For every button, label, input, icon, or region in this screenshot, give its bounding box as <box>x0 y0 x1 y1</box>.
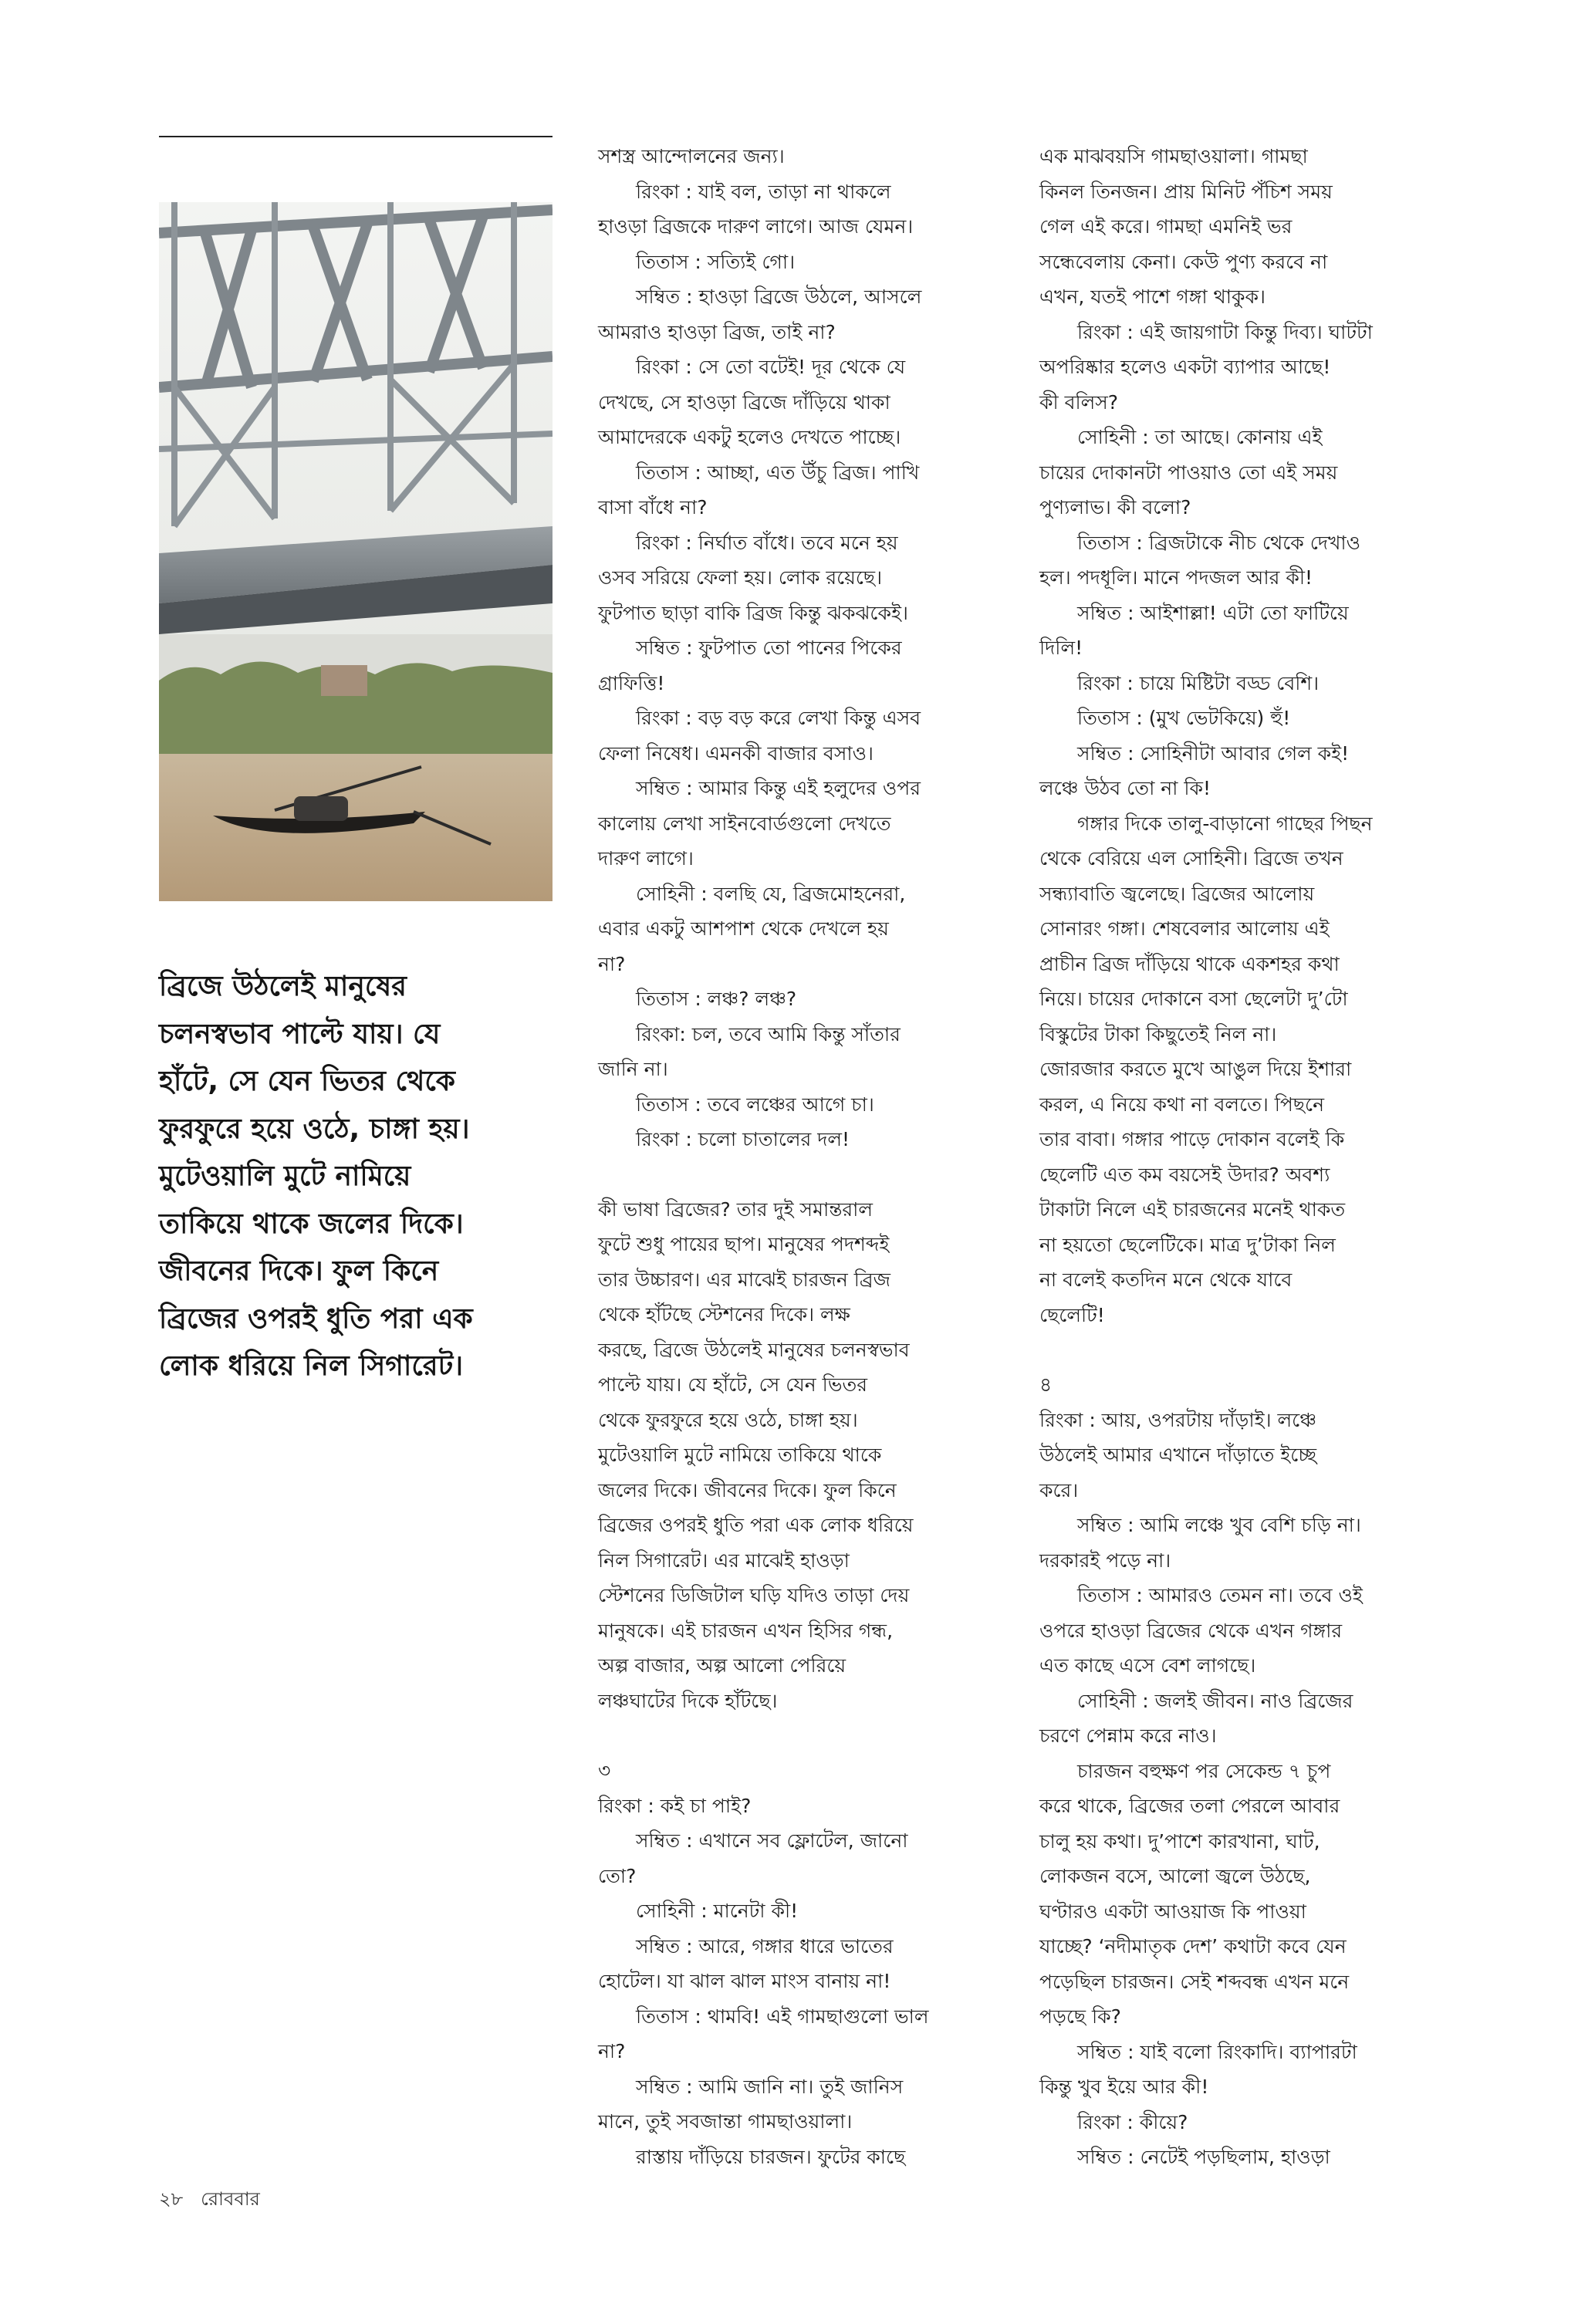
text-line: তিতাস : আচ্ছা, এত উঁচু ব্রিজ। পাখি <box>636 461 920 484</box>
page-number: ২৮ <box>159 2188 184 2210</box>
text-line: জলের দিকে। জীবনের দিকে। ফুল কিনে <box>598 1478 897 1501</box>
text-line: সম্বিত : আইশাল্লা! এটা তো ফাটিয়ে <box>1077 601 1349 624</box>
text-line: ওসব সরিয়ে ফেলা হয়। লোক রয়েছে। <box>598 566 883 589</box>
bridge-photo <box>159 202 553 901</box>
text-line: টাকাটা নিলে এই চারজনের মনেই থাকত <box>1039 1198 1346 1221</box>
text-line: রিংকা : নির্ঘাত বাঁধে। তবে মনে হয় <box>636 531 898 554</box>
text-line: লঞ্চঘাটের দিকে হাঁটছে। <box>598 1689 778 1712</box>
text-line: ছেলেটি এত কম বয়সেই উদার? অবশ্য <box>1039 1163 1330 1186</box>
text-line: চায়ের দোকানটা পাওয়াও তো এই সময় <box>1039 461 1338 484</box>
pull-quote-line: জীবনের দিকে। ফুল কিনে <box>159 1255 439 1287</box>
text-line: সশস্ত্র আন্দোলনের জন্য। <box>598 145 785 167</box>
text-line: তিতাস : ব্রিজটাকে নীচ থেকে দেখাও <box>1077 531 1361 554</box>
text-line: নিল সিগারেট। এর মাঝেই হাওড়া <box>598 1549 850 1572</box>
text-line: সম্বিত : আমি জানি না। তুই জানিস <box>636 2075 904 2098</box>
text-line: না? <box>598 2040 626 2062</box>
text-line: লোকজন বসে, আলো জ্বলে উঠছে, <box>1039 1865 1311 1887</box>
text-line: লঞ্চে উঠব তো না কি! <box>1039 777 1211 799</box>
text-line: সোহিনী : তা আছে। কোনায় এই <box>1077 426 1323 448</box>
text-line: সম্বিত : আরে, গঙ্গার ধারে ভাতের <box>636 1934 894 1957</box>
text-line: রিংকা : চলো চাতালের দল! <box>636 1128 850 1150</box>
text-line: গঙ্গার দিকে তালু-বাড়ানো গাছের পিছন <box>1077 812 1373 835</box>
text-line: সন্ধেবেলায় কেনা। কেউ পুণ্য করবে না <box>1039 250 1328 273</box>
text-line: না বলেই কতদিন মনে থেকে যাবে <box>1039 1268 1293 1291</box>
text-line: রাস্তায় দাঁড়িয়ে চারজন। ফুটের কাছে <box>636 2145 906 2168</box>
pull-quote-line: চলনস্বভাব পাল্টে যায়। যে <box>159 1018 441 1050</box>
pull-quote-line: হাঁটে, সে যেন ভিতর থেকে <box>159 1066 455 1097</box>
text-line: গেল এই করে। গামছা এমনিই ভর <box>1039 215 1293 238</box>
text-line: গ্রাফিত্তি! <box>598 671 665 694</box>
text-line: সোহিনী : মানেটা কী! <box>636 1900 799 1922</box>
text-line: তিতাস : লঞ্চ? লঞ্চ? <box>636 988 797 1010</box>
text-line: জোরজার করতে মুখে আঙুল দিয়ে ইশারা <box>1039 1058 1352 1080</box>
text-line: দেখছে, সে হাওড়া ব্রিজে দাঁড়িয়ে থাকা <box>598 390 890 414</box>
text-line: পড়ছে কি? <box>1039 2005 1121 2028</box>
text-line: পাল্টে যায়। যে হাঁটে, সে যেন ভিতর <box>598 1373 867 1396</box>
text-line: ব্রিজের ওপরই ধুতি পরা এক লোক ধরিয়ে <box>598 1514 914 1536</box>
text-line: মুটেওয়ালি মুটে নামিয়ে তাকিয়ে থাকে <box>598 1444 882 1466</box>
text-line: সোহিনী : বলছি যে, ব্রিজমোহনেরা, <box>636 882 906 905</box>
text-line: পুণ্যলাভ। কী বলো? <box>1039 496 1191 519</box>
text-line: সম্বিত : এখানে সব ফ্লোটেল, জানো <box>636 1829 908 1852</box>
text-line: তিতাস : তবে লঞ্চের আগে চা। <box>636 1093 874 1116</box>
pull-quote-line: ব্রিজের ওপরই ধুতি পরা এক <box>159 1302 473 1335</box>
text-line: পড়েছিল চারজন। সেই শব্দবন্ধ এখন মনে <box>1039 1970 1350 1993</box>
text-line: রিংকা: চল, তবে আমি কিন্তু সাঁতার <box>636 1022 901 1045</box>
text-line: রিংকা : সে তো বটেই! দূর থেকে যে <box>636 356 906 378</box>
text-line: চালু হয় কথা। দু’পাশে কারখানা, ঘাট, <box>1039 1829 1320 1853</box>
text-line: নিয়ে। চায়ের দোকানে বসা ছেলেটা দু’টো <box>1039 988 1348 1010</box>
pull-quote <box>159 963 568 1390</box>
text-line: না? <box>598 952 626 975</box>
text-line: সম্বিত : আমার কিন্তু এই হলুদের ওপর <box>636 777 921 799</box>
text-line: সম্বিত : নেটেই পড়ছিলাম, হাওড়া <box>1077 2146 1330 2168</box>
article-column-1 <box>598 139 1007 2174</box>
text-line: সন্ধ্যাবাতি জ্বলেছে। ব্রিজের আলোয় <box>1039 882 1315 905</box>
top-rule <box>159 136 553 137</box>
text-line: তার উচ্চারণ। এর মাঝেই চারজন ব্রিজ <box>598 1268 891 1291</box>
text-line: ঘণ্টারও একটা আওয়াজ কি পাওয়া <box>1039 1900 1306 1923</box>
text-line: করে। <box>1039 1478 1079 1501</box>
text-line: সোহিনী : জলই জীবন। নাও ব্রিজের <box>1077 1689 1353 1712</box>
text-line: কী ভাষা ব্রিজের? তার দুই সমান্তরাল <box>598 1197 874 1221</box>
text-line: বিস্কুটের টাকা কিছুতেই নিল না। <box>1039 1022 1277 1045</box>
text-line: যাচ্ছে? ‘নদীমাতৃক দেশ’ কথাটা কবে যেন <box>1039 1935 1347 1957</box>
text-line: তিতাস : আমারও তেমন না। তবে ওই <box>1077 1584 1363 1606</box>
text-line: কিন্তু খুব ইয়ে আর কী! <box>1039 2076 1209 2098</box>
text-line: চরণে পেন্নাম করে নাও। <box>1039 1724 1217 1747</box>
text-line: কিনল তিনজন। প্রায় মিনিট পঁচিশ সময় <box>1039 180 1333 203</box>
text-line: চারজন বহুক্ষণ পর সেকেন্ড ৭ চুপ <box>1077 1759 1331 1782</box>
text-line: বাসা বাঁধে না? <box>598 496 708 519</box>
page-folio <box>159 2185 260 2216</box>
pull-quote-line: ফুরফুরে হয়ে ওঠে, চাঙ্গা হয়। <box>159 1113 470 1145</box>
text-line: কালোয় লেখা সাইনবোর্ডগুলো দেখতে <box>598 812 891 835</box>
text-line: রিংকা : কীয়ে? <box>1077 2110 1188 2133</box>
text-line: সোনারং গঙ্গা। শেষবেলার আলোয় এই <box>1039 917 1330 940</box>
text-line: ফেলা নিষেধ। এমনকী বাজার বসাও। <box>598 741 874 765</box>
pull-quote-line: লোক ধরিয়ে নিল সিগারেট। <box>159 1350 464 1382</box>
text-line: তার বাবা। গঙ্গার পাড়ে দোকান বলেই কি <box>1039 1128 1345 1150</box>
text-line: এক মাঝবয়সি গামছাওয়ালা। গামছা <box>1039 145 1308 167</box>
text-line: থেকে হাঁটছে স্টেশনের দিকে। লক্ষ <box>598 1303 850 1326</box>
section-number: ৪ <box>1039 1373 1053 1396</box>
text-line: জানি না। <box>598 1058 668 1080</box>
text-line: সম্বিত : আমি লঞ্চে খুব বেশি চড়ি না। <box>1077 1514 1361 1536</box>
text-line: স্টেশনের ডিজিটাল ঘড়ি যদিও তাড়া দেয় <box>598 1584 910 1606</box>
text-line: মানে, তুই সবজান্তা গামছাওয়ালা। <box>598 2110 853 2133</box>
text-line: এবার একটু আশপাশ থেকে দেখলে হয় <box>598 917 889 940</box>
text-line: করে থাকে, ব্রিজের তলা পেরলে আবার <box>1039 1795 1340 1817</box>
text-line: এত কাছে এসে বেশ লাগছে। <box>1039 1654 1256 1677</box>
pull-quote-line: তাকিয়ে থাকে জলের দিকে। <box>159 1208 464 1240</box>
text-line: থেকে ফুরফুরে হয়ে ওঠে, চাঙ্গা হয়। <box>598 1408 858 1431</box>
text-line: উঠলেই আমার এখানে দাঁড়াতে ইচ্ছে <box>1039 1444 1316 1466</box>
text-line: দিলি! <box>1039 637 1083 659</box>
text-line: সম্বিত : সোহিনীটা আবার গেল কই! <box>1077 741 1350 765</box>
text-line: সম্বিত : ফুটপাত তো পানের পিকের <box>636 637 902 659</box>
text-line: কী বলিস? <box>1039 390 1119 414</box>
text-line: হোটেল। যা ঝাল ঝাল মাংস বানায় না! <box>598 1970 891 1992</box>
text-line: রিংকা : যাই বল, তাড়া না থাকলে <box>636 180 891 203</box>
text-line: তিতাস : থামবি! এই গামছাগুলো ভাল <box>636 2005 929 2028</box>
text-line: রিংকা : আয়, ওপরটায় দাঁড়াই। লঞ্চে <box>1039 1408 1317 1431</box>
text-line: দারুণ লাগে। <box>598 847 694 870</box>
text-line: ছেলেটি! <box>1039 1303 1105 1326</box>
text-line: অল্প বাজার, অল্প আলো পেরিয়ে <box>598 1654 846 1677</box>
text-line: তিতাস : সত্যিই গো। <box>636 250 796 273</box>
text-line: এখন, যতই পাশে গঙ্গা থাকুক। <box>1039 285 1266 308</box>
section-number: ৩ <box>598 1759 611 1782</box>
text-line: হাওড়া ব্রিজকে দারুণ লাগে। আজ যেমন। <box>598 215 914 238</box>
text-line: রিংকা : এই জায়গাটা কিন্তু দিব্য। ঘাটটা <box>1077 320 1373 343</box>
publication-name: রোববার <box>201 2188 260 2210</box>
text-line: মানুষকে। এই চারজন এখন হিসির গন্ধ, <box>598 1619 894 1642</box>
text-line: তো? <box>598 1864 637 1887</box>
text-line: ফুটে শুধু পায়ের ছাপ। মানুষের পদশব্দই <box>598 1233 890 1255</box>
text-line: থেকে বেরিয়ে এল সোহিনী। ব্রিজে তখন <box>1039 847 1343 870</box>
text-line: রিংকা : চায়ে মিষ্টিটা বড্ড বেশি। <box>1077 671 1320 694</box>
text-line: করছে, ব্রিজে উঠলেই মানুষের চলনস্বভাব <box>598 1338 910 1361</box>
text-line: ওপরে হাওড়া ব্রিজের থেকে এখন গঙ্গার <box>1039 1619 1343 1642</box>
text-line: রিংকা : বড় বড় করে লেখা কিন্তু এসব <box>636 707 921 729</box>
text-line: সম্বিত : যাই বলো রিংকাদি। ব্যাপারটা <box>1077 2040 1357 2063</box>
text-line: প্রাচীন ব্রিজ দাঁড়িয়ে থাকে একশহর কথা <box>1039 952 1340 975</box>
text-line: দরকারই পড়ে না। <box>1039 1549 1171 1572</box>
text-line: না হয়তো ছেলেটিকে। মাত্র দু’টাকা নিল <box>1039 1233 1336 1256</box>
text-line: হল। পদধূলি। মানে পদজল আর কী! <box>1039 566 1313 589</box>
text-line: রিংকা : কই চা পাই? <box>598 1794 752 1817</box>
pull-quote-line: মুটেওয়ালি মুটে নামিয়ে <box>159 1160 411 1192</box>
article-column-2 <box>1039 139 1456 2175</box>
text-line: ফুটপাত ছাড়া বাকি ব্রিজ কিন্তু ঝকঝকেই। <box>598 601 908 624</box>
text-line: তিতাস : (মুখ ভেটকিয়ে) হুঁ! <box>1077 707 1291 729</box>
text-line: অপরিষ্কার হলেও একটা ব্যাপার আছে! <box>1039 356 1331 378</box>
text-line: করল, এ নিয়ে কথা না বলতে। পিছনে <box>1039 1093 1324 1116</box>
text-line: সম্বিত : হাওড়া ব্রিজে উঠলে, আসলে <box>636 285 922 308</box>
pull-quote-line: ব্রিজে উঠলেই মানুষের <box>159 971 407 1002</box>
text-line: আমাদেরকে একটু হলেও দেখতে পাচ্ছে। <box>598 426 901 448</box>
text-line: আমরাও হাওড়া ব্রিজ, তাই না? <box>598 320 836 343</box>
